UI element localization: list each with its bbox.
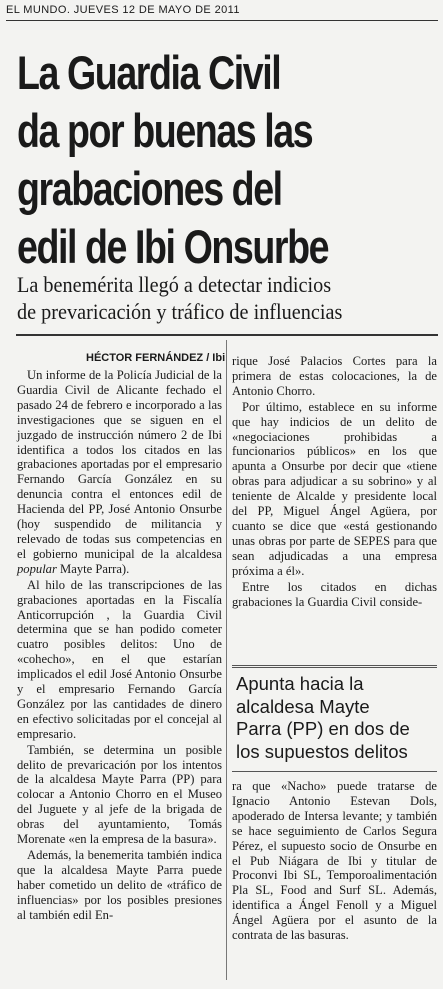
dateline: EL MUNDO. JUEVES 12 DE MAYO DE 2011 <box>6 3 438 21</box>
pullquote-line: los supuestos delitos <box>236 740 408 762</box>
paragraph: rique José Palacios Cortes para la primera de estas colocaciones, la de Antonio Chorro. <box>232 354 437 398</box>
pullquote-line: alcaldesa Mayte <box>236 695 370 717</box>
subheadline-line: de prevaricación y tráfico de influencias <box>17 299 343 324</box>
headline-line: edil de Ibi Onsurbe <box>17 220 329 273</box>
headline <box>17 44 353 276</box>
pullquote-rule <box>232 667 437 668</box>
subheadline <box>17 271 403 325</box>
column-2 <box>232 354 437 609</box>
pullquote-rule <box>232 665 437 666</box>
column-1 <box>17 352 226 923</box>
paragraph: También, se determina un posible delito de prevaricación por los intentos de la alcaldesa Mayte Parra (PP) para colocar a Antonio Chorro en el Museo del Juguete y al jefe de la brigada de obras del ayuntamiento, Tomás Morenate «en la empresa de la basura». <box>17 742 222 847</box>
divider <box>16 334 438 336</box>
column-2-continued <box>232 779 437 943</box>
headline-line: da por buenas las <box>17 104 313 157</box>
byline: HÉCTOR FERNÁNDEZ / Ibi <box>86 352 226 364</box>
headline-line: grabaciones del <box>17 162 282 215</box>
paragraph: Además, la benemerita también indica que la alcaldesa Mayte Parra puede haber cometido un delito de «tráfico de influencias» por los posibles presiones al también edil En- <box>17 848 222 922</box>
paragraph: Entre los citados en dichas grabaciones la Guardia Civil conside- <box>232 579 437 609</box>
headline-line: La Guardia Civil <box>17 46 281 99</box>
subheadline-line: La benemérita llegó a detectar indicios <box>17 272 332 297</box>
pullquote-line: Apunta hacia la <box>236 673 364 694</box>
paragraph: Por último, establece en su informe que hay indicios de un delito de «negociaciones prohibidas a funcionarios públicos» en los que apunta a Onsurbe por decir que «tiene obras para adjudicar a su sobrino» y al teniente de Alcalde y presidente local del PP, Miguel Ángel Agüera, por cuanto se dice que «está gestionando unas obras por parte de SEPES para que sean adjudicadas a una empresa próxima a él». <box>232 399 437 578</box>
italic-word: popular <box>17 561 57 576</box>
paragraph: ra que «Nacho» puede tratarse de Ignacio Antonio Estevan Dols, apoderado de Intersa levante; y también se hace seguimiento de Carlos Segura Pérez, el supuesto socio de Onsurbe en el Pub Niágara de Ibi y titular de Proconvi Ibi SL, Temporoalimentación Pla SL, Food and Surf SL. Además, identifica a Ángel Fenoll y a Miguel Ángel Agüera por el asunto de la contrata de las basuras. <box>232 779 437 943</box>
column-divider <box>226 340 227 980</box>
paragraph: Un informe de la Policía Judicial de la Guardia Civil de Alicante fechado el pasado 24 de febrero e incorporado a las investigaciones que se siguen en el juzgado de instrucción número 2 de Ibi identifica a todos los citados en las grabaciones aportadas por el empresario Fernando García González en su denuncia contra el entonces edil de Hacienda del PP, José Antonio Onsurbe (hoy suspendido de militancia y relevado de todas sus competencias en el gobierno municipal de la alcaldesa popular Mayte Parra). <box>17 368 222 576</box>
pullquote-line: Parra (PP) en dos de <box>236 718 410 739</box>
paragraph: Al hilo de las transcripciones de las grabaciones aportadas en la Fiscalía Anticorrupción , la Guardia Civil determina que se han podido cometer cuatro posibles delitos: Uno de «cohecho», en el que estarían implicados el edil José Antonio Onsurbe y el empresario Fernando García González por las cantidades de dinero en efectivo solicitadas por el concejal al empresario. <box>17 577 222 741</box>
pullquote-rule <box>232 771 437 772</box>
pullquote <box>236 673 436 763</box>
